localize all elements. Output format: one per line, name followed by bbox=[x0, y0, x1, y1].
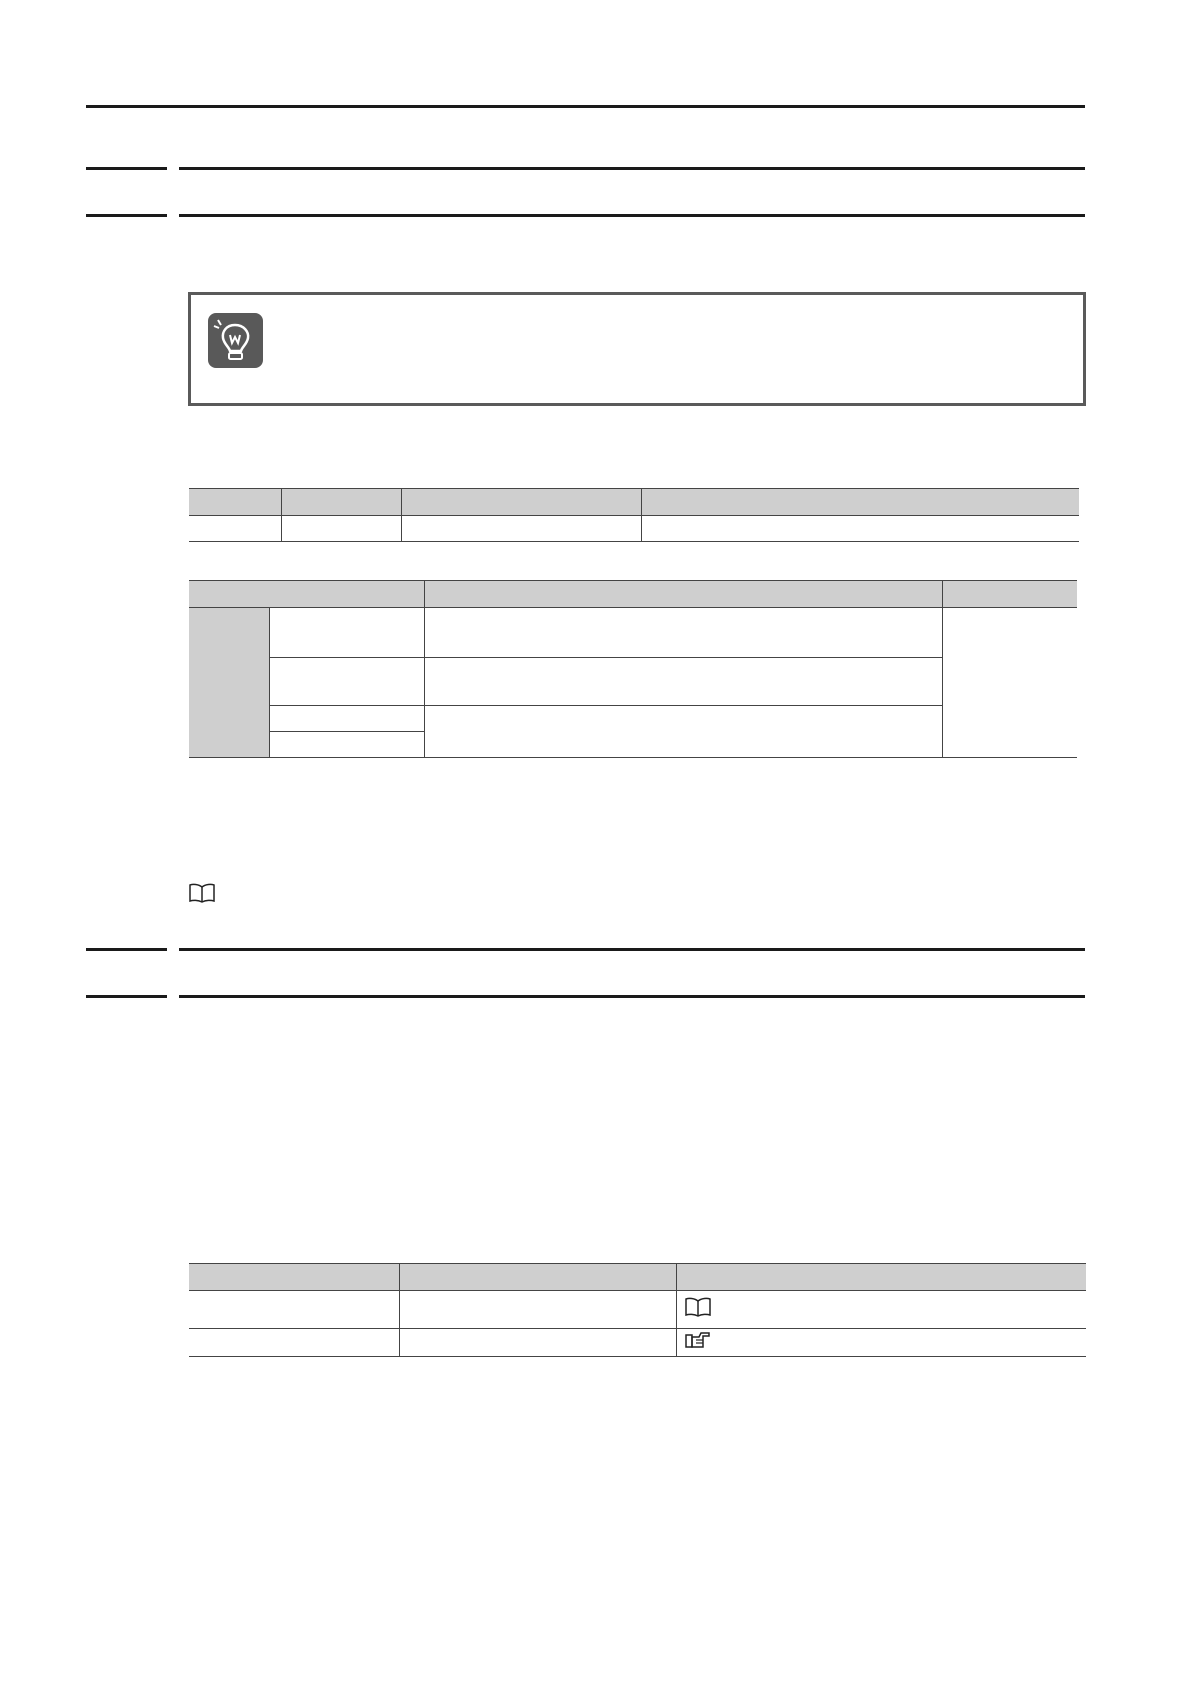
important-note-box bbox=[188, 292, 1086, 406]
table-cell bbox=[641, 516, 1079, 542]
section-heading-bottom-rule-right bbox=[179, 995, 1085, 998]
table-2 bbox=[189, 580, 1077, 758]
table-cell bbox=[189, 1291, 399, 1329]
page-header-rule bbox=[86, 105, 1085, 108]
table-header-cell bbox=[641, 489, 1079, 516]
book-icon bbox=[189, 883, 215, 908]
table-header-cell bbox=[399, 1264, 676, 1291]
table-cell bbox=[269, 706, 424, 732]
table-header-cell bbox=[189, 581, 424, 608]
book-icon bbox=[685, 1297, 711, 1322]
table-row bbox=[189, 1291, 1086, 1329]
table-cell bbox=[401, 516, 641, 542]
section-heading-top-rule-right bbox=[179, 948, 1085, 951]
table-cell bbox=[676, 1291, 1086, 1329]
pointing-hand-icon bbox=[685, 1331, 711, 1354]
table-cell bbox=[189, 1329, 399, 1357]
table-header-row bbox=[189, 489, 1079, 516]
table-row bbox=[189, 1329, 1086, 1357]
table-cell bbox=[424, 658, 942, 706]
table-cell bbox=[269, 732, 424, 758]
table-header-cell bbox=[942, 581, 1077, 608]
section-heading-top-rule-left bbox=[86, 167, 167, 170]
table-header-row bbox=[189, 581, 1077, 608]
section-heading-bottom-rule-right bbox=[179, 214, 1085, 217]
table-group-cell bbox=[189, 608, 269, 758]
lightbulb-icon bbox=[208, 313, 263, 368]
table-cell bbox=[269, 658, 424, 706]
table-header-cell bbox=[676, 1264, 1086, 1291]
table-cell bbox=[281, 516, 401, 542]
table-cell bbox=[424, 706, 942, 758]
table-cell bbox=[399, 1329, 676, 1357]
reference-table bbox=[189, 1263, 1086, 1357]
table-cell bbox=[424, 608, 942, 658]
table-header-cell bbox=[281, 489, 401, 516]
table-header-cell bbox=[189, 489, 281, 516]
table-cell bbox=[942, 608, 1077, 758]
table-header-row bbox=[189, 1264, 1086, 1291]
section-heading-bottom-rule-left bbox=[86, 995, 167, 998]
table-cell bbox=[676, 1329, 1086, 1357]
section-heading-bottom-rule-left bbox=[86, 214, 167, 217]
table-header-cell bbox=[401, 489, 641, 516]
section-heading-top-rule-left bbox=[86, 948, 167, 951]
table-header-cell bbox=[189, 1264, 399, 1291]
section-heading-top-rule-right bbox=[179, 167, 1085, 170]
table-header-cell bbox=[424, 581, 942, 608]
table-row bbox=[189, 516, 1079, 542]
table-cell bbox=[399, 1291, 676, 1329]
table-1 bbox=[189, 488, 1079, 542]
table-cell bbox=[269, 608, 424, 658]
table-row bbox=[189, 608, 1077, 658]
table-cell bbox=[189, 516, 281, 542]
